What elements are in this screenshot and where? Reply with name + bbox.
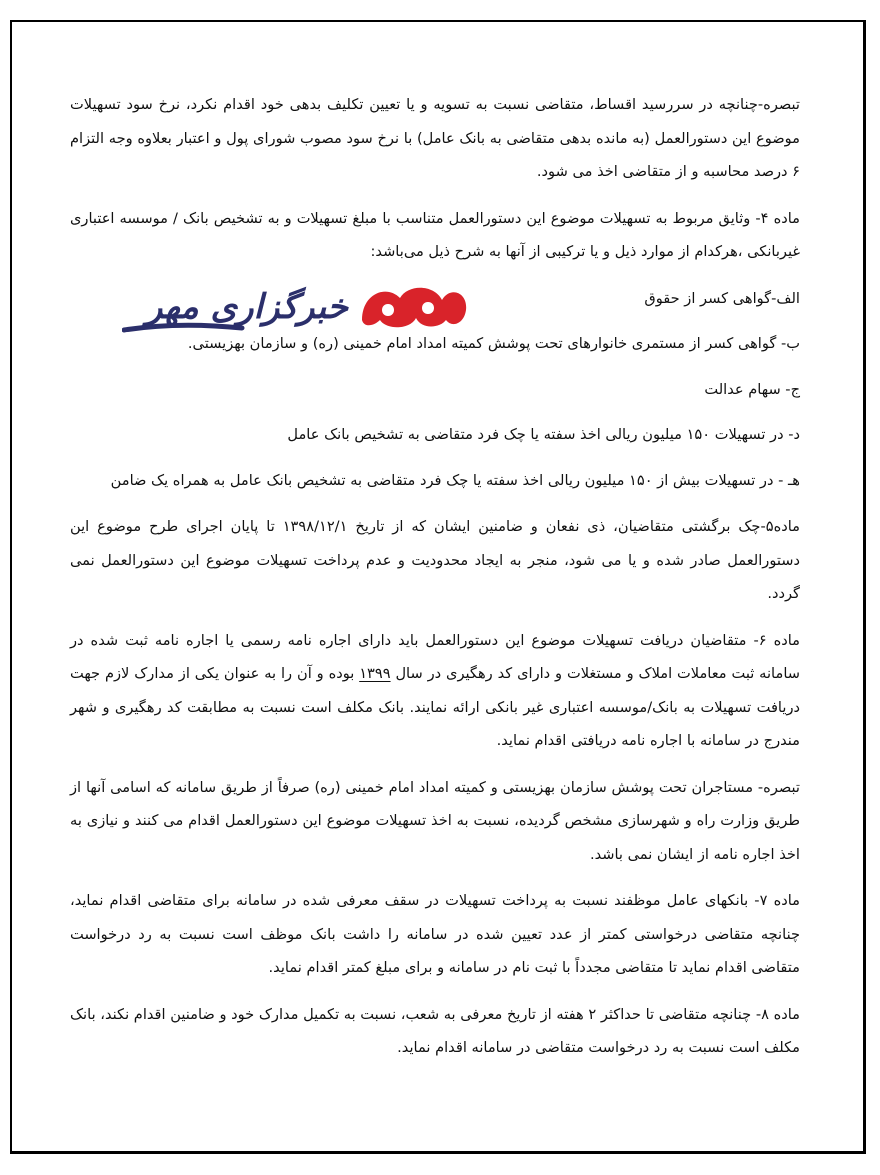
note-welfare-tenants: تبصره- مستاجران تحت پوشش سازمان بهزیستی و کمیته امداد امام خمینی (ره) صرفاً از طریق سامانه که اسامی آنها از طریق وزارت راه و شهرسازی مشخص گردیده، نسبت به اخذ تسهیلات موضوع این دستورالعمل اقدام می کنند و نیازی به اخذ اجاره نامه از ایشان نمی باشد. bbox=[70, 778, 800, 863]
article-6-year: ۱۳۹۹ bbox=[359, 665, 391, 682]
item-dal-promissory-note: د- در تسهیلات ۱۵۰ میلیون ریالی اخذ سفته یا چک فرد متقاضی به تشخیص بانک عامل bbox=[287, 426, 800, 443]
article-6-text-end: بوده و آن را به عنوان یکی از مدارک لازم جهت دریافت تسهیلات به بانک/موسسه اعتباری غیر بانکی ارائه نمایند. بانک مکلف است نسبت به مطابقت کد رهگیری و شهر مندرج در سامانه با اجاره نامه دریافتی اقدام نماید. bbox=[70, 665, 800, 749]
item-be-pension-deduction: ب- گواهی کسر از مستمری خانوارهای تحت پوشش کمیته امداد امام خمینی (ره) و سازمان بهزیستی. bbox=[187, 335, 800, 352]
item-he-guarantor: هـ - در تسهیلات بیش از ۱۵۰ میلیون ریالی اخذ سفته یا چک فرد متقاضی به تشخیص بانک عامل به همراه یک ضامن bbox=[110, 471, 800, 489]
watermark-text: خبرگزاری مهر bbox=[146, 287, 348, 327]
item-alef-salary-deduction: الف-گواهی کسر از حقوق bbox=[644, 289, 800, 307]
item-jim-justice-shares: ج- سهام عدالت bbox=[704, 380, 800, 398]
document-body bbox=[70, 88, 800, 1078]
article-8-deadline: ماده ۸- چنانچه متقاضی تا حداکثر ۲ هفته از تاریخ معرفی به شعب، نسبت به تکمیل مدارک خود و ضامنین اقدام نکند، بانک مکلف است نسبت به رد درخواست متقاضی در سامانه اقدام نماید. bbox=[70, 1005, 800, 1056]
note-interest-rate: تبصره-چنانچه در سررسید اقساط، متقاضی نسبت به تسویه و یا تعیین تکلیف بدهی خود اقدام نکرد، نرخ سود تسهیلات موضوع این دستورالعمل (به مانده بدهی متقاضی به بانک عامل) با نرخ سود مصوب شورای پول و اعتبار بعلاوه وجه التزام ۶ درصد محاسبه و از متقاضی اخذ می شود. bbox=[70, 96, 800, 180]
article-5-returned-checks: ماده۵-چک برگشتی متقاضیان، ذی نفعان و ضامنین ایشان که از تاریخ ۱۳۹۸/۱۲/۱ تا پایان اجرای طرح موضوع این دستورالعمل صادر شده و یا می شود، منجر به ایجاد محدودیت و عدم پرداخت تسهیلات موضوع این دستورالعمل نمی گردد. bbox=[70, 518, 800, 602]
article-6-lease-requirement bbox=[70, 624, 800, 758]
article-6-text-start: ماده ۶- متقاضیان دریافت تسهیلات موضوع این دستورالعمل باید دارای اجاره نامه رسمی یا اجاره نامه ثبت شده در سامانه ثبت معاملات املاک و مستغلات و دارای کد رهگیری در سال bbox=[70, 631, 800, 682]
article-7-bank-obligation: ماده ۷- بانکهای عامل موظفند نسبت به پرداخت تسهیلات در سقف معرفی شده در سامانه برای متقاضی اقدام نماید، چنانچه متقاضی درخواستی کمتر از عدد تعیین شده در سامانه را داشت بانک موظف است نسبت به رد درخواست متقاضی اقدام نماید تا متقاضی مجدداً با ثبت نام در سامانه و برای مبلغ کمتر اقدام نماید. bbox=[70, 892, 800, 976]
article-4-collateral: ماده ۴- وثایق مربوط به تسهیلات موضوع این دستورالعمل متناسب با مبلغ تسهیلات و به تشخیص بانک / موسسه اعتباری غیربانکی ،هرکدام از موارد ذیل و یا ترکیبی از آنها به شرح ذیل می‌باشد: bbox=[70, 209, 800, 260]
